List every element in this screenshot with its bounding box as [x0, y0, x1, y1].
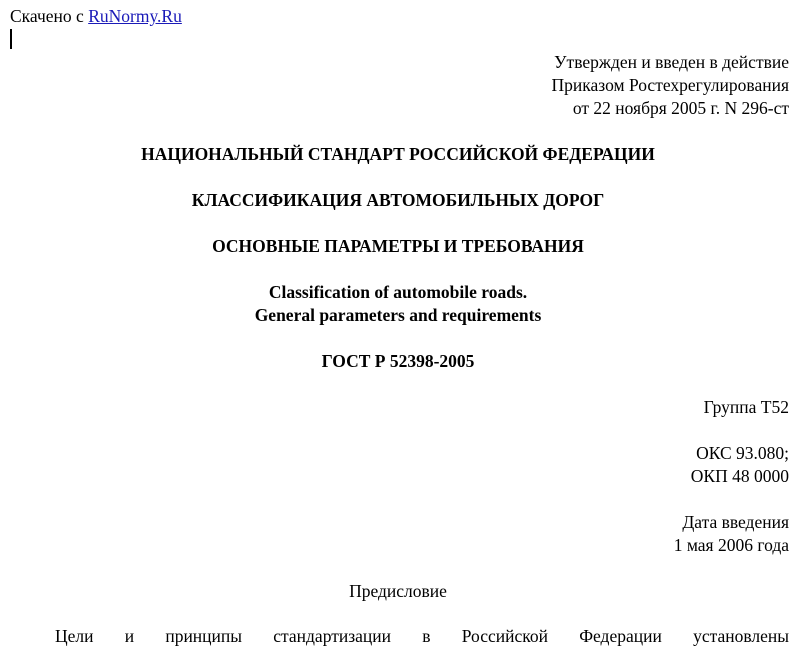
- classification-group: Группа Т52: [703, 397, 789, 417]
- approval-line-2: Приказом Ростехрегулирования: [551, 75, 789, 95]
- document-subtitle: ОСНОВНЫЕ ПАРАМЕТРЫ И ТРЕБОВАНИЯ: [212, 236, 584, 256]
- source-prefix: Скачено с: [10, 6, 89, 26]
- approval-line-3: от 22 ноября 2005 г. N 296-ст: [572, 98, 789, 118]
- runormy-link[interactable]: RuNormy.Ru: [88, 6, 182, 26]
- national-standard-heading: НАЦИОНАЛЬНЫЙ СТАНДАРТ РОССИЙСКОЙ ФЕДЕРАЦИИ: [141, 144, 655, 164]
- foreword-paragraph: Цели и принципы стандартизации в Российской Федерации установлены: [55, 626, 789, 646]
- foreword-heading: Предисловие: [349, 581, 447, 601]
- classification-okp: ОКП 48 0000: [690, 466, 789, 486]
- document-title: КЛАССИФИКАЦИЯ АВТОМОБИЛЬНЫХ ДОРОГ: [191, 190, 605, 210]
- source-line: [10, 5, 182, 28]
- english-title-line-2: General parameters and requirements: [254, 305, 542, 325]
- standard-number: ГОСТ Р 52398-2005: [321, 351, 475, 371]
- text-cursor: [10, 29, 12, 49]
- classification-oks: ОКС 93.080;: [696, 443, 789, 463]
- introduction-date: 1 мая 2006 года: [673, 535, 789, 555]
- introduction-date-label: Дата введения: [682, 512, 789, 532]
- approval-line-1: Утвержден и введен в действие: [554, 52, 789, 72]
- english-title-line-1: Classification of automobile roads.: [268, 282, 528, 302]
